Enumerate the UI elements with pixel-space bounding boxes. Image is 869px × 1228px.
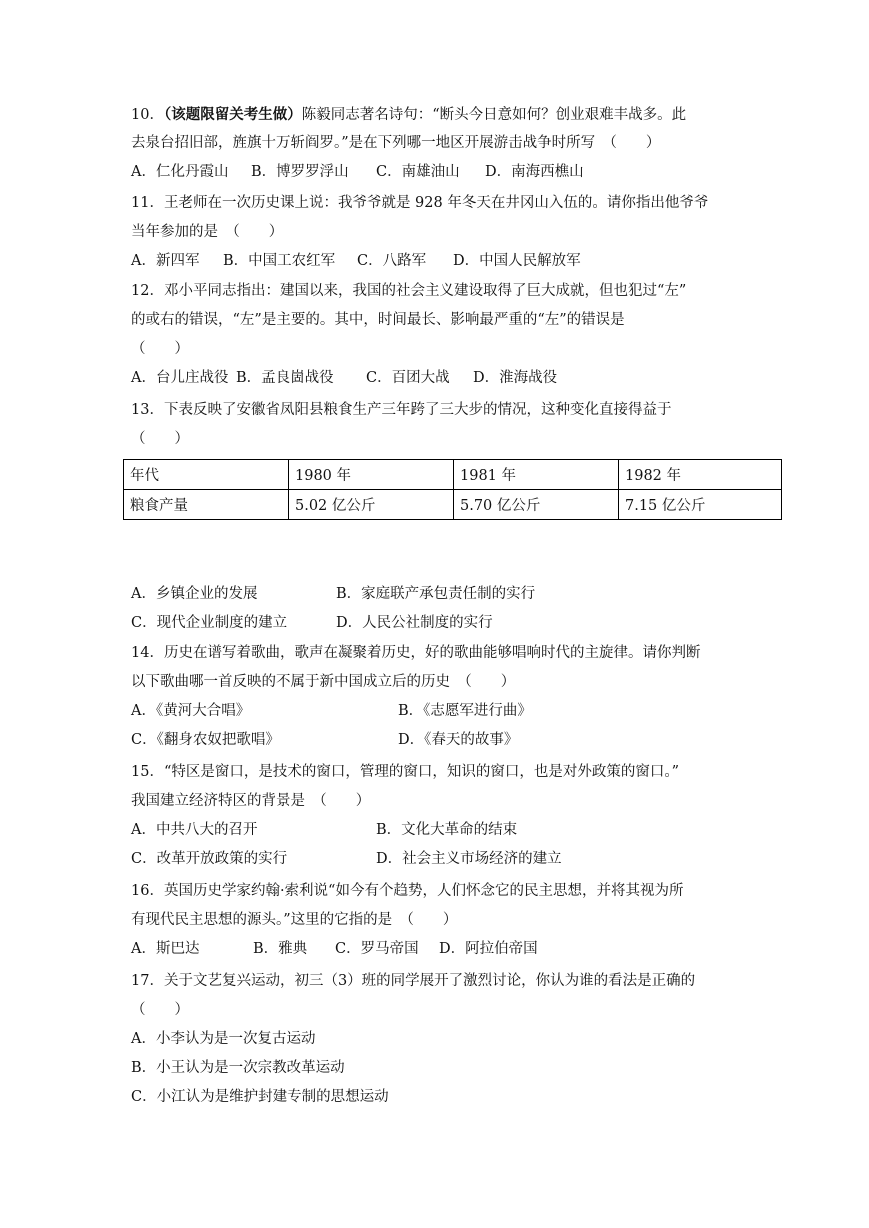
question-12-line-3: （ ） xyxy=(131,341,189,357)
option-b: B．雅典 xyxy=(253,941,308,957)
option-d: D．南海西樵山 xyxy=(485,164,584,180)
option-b: B．博罗罗浮山 xyxy=(251,164,349,180)
question-13-options xyxy=(131,580,741,638)
option-b: B．家庭联产承包责任制的实行 xyxy=(336,586,536,602)
question-14-line-1: 14．历史在谱写着歌曲，歌声在凝聚着历史，好的歌曲能够唱响时代的主旋律。请你判断 xyxy=(131,645,701,661)
question-14-line-2: 以下歌曲哪一首反映的不属于新中国成立后的历史 （ ） xyxy=(131,674,516,690)
option-d: D．淮海战役 xyxy=(473,370,558,386)
question-17-line-1: 17．关于文艺复兴运动，初三（3）班的同学展开了激烈讨论，你认为谁的看法是正确的 xyxy=(131,973,696,989)
question-13-options-row-2 xyxy=(131,609,741,638)
option-a: A．新四军 xyxy=(131,253,200,269)
option-a: A．小李认为是一次复古运动 xyxy=(131,1031,316,1047)
question-16 xyxy=(131,877,741,964)
question-10-line-2: 去泉台招旧部，旌旗十万斩阎罗。”是在下列哪一地区开展游击战争时所写 （ ） xyxy=(131,135,661,151)
table-cell: 7.15 亿公斤 xyxy=(619,490,782,520)
option-d: D．阿拉伯帝国 xyxy=(439,941,538,957)
question-17 xyxy=(131,967,741,1112)
question-13 xyxy=(131,396,741,454)
question-restriction-note: （该题限留关考生做） xyxy=(163,106,302,123)
table-header-row xyxy=(124,460,782,490)
option-c: C．《翻身农奴把歌唱》 xyxy=(131,732,280,748)
question-15-options-row-2 xyxy=(131,845,741,874)
question-11 xyxy=(131,189,741,276)
option-c: C．改革开放政策的实行 xyxy=(131,851,288,867)
table-cell: 1981 年 xyxy=(454,460,619,490)
question-14 xyxy=(131,639,741,755)
question-11-line-1: 11．王老师在一次历史课上说：我爷爷就是 928 年冬天在井冈山入伍的。请你指出他爷爷 xyxy=(131,195,709,211)
question-13-line-1: 13．下表反映了安徽省凤阳县粮食生产三年跨了三大步的情况，这种变化直接得益于 xyxy=(131,402,672,418)
question-12-options xyxy=(131,364,741,393)
question-14-options-row-1 xyxy=(131,697,741,726)
question-10 xyxy=(131,100,741,187)
question-15 xyxy=(131,758,741,874)
question-10-options xyxy=(131,158,741,187)
question-16-line-2: 有现代民主思想的源头。”这里的它指的是 （ ） xyxy=(131,912,458,928)
table-cell: 年代 xyxy=(124,460,289,490)
option-c: C．罗马帝国 xyxy=(335,941,419,957)
option-b: B．《志愿军进行曲》 xyxy=(398,703,532,719)
option-d: D．《春天的故事》 xyxy=(398,732,519,748)
option-a: A．斯巴达 xyxy=(131,941,200,957)
option-a: A．乡镇企业的发展 xyxy=(131,586,258,602)
question-16-line-1: 16．英国历史学家约翰·索利说“如今有个趋势，人们怀念它的民主思想，并将其视为所 xyxy=(131,883,684,899)
question-11-line-2: 当年参加的是 （ ） xyxy=(131,224,284,240)
option-c: C．现代企业制度的建立 xyxy=(131,615,288,631)
option-b: B．小王认为是一次宗教改革运动 xyxy=(131,1060,345,1076)
table-cell: 粮食产量 xyxy=(124,490,289,520)
question-16-options xyxy=(131,935,741,964)
option-a: A．《黄河大合唱》 xyxy=(131,703,251,719)
option-d: D．中国人民解放军 xyxy=(453,253,581,269)
question-15-options-row-1 xyxy=(131,816,741,845)
option-a: A．仁化丹霞山 xyxy=(131,164,229,180)
option-c: C．南雄油山 xyxy=(376,164,460,180)
question-12-line-2: 的或右的错误，“左”是主要的。其中，时间最长、影响最严重的“左”的错误是 xyxy=(131,312,625,328)
option-a: A．中共八大的召开 xyxy=(131,822,258,838)
option-d: D．社会主义市场经济的建立 xyxy=(376,851,562,867)
question-10-line-1 xyxy=(131,100,741,129)
question-13-line-2: （ ） xyxy=(131,431,189,447)
option-c: C．小江认为是维护封建专制的思想运动 xyxy=(131,1089,389,1105)
question-15-line-1: 15．“特区是窗口，是技术的窗口，管理的窗口，知识的窗口，也是对外政策的窗口。” xyxy=(131,764,680,780)
table-cell: 5.02 亿公斤 xyxy=(289,490,454,520)
option-b: B．中国工农红军 xyxy=(223,253,336,269)
option-c: C．百团大战 xyxy=(366,370,450,386)
table-row xyxy=(124,490,782,520)
table-cell: 1982 年 xyxy=(619,460,782,490)
question-11-options xyxy=(131,247,741,276)
question-12-line-1: 12．邓小平同志指出：建国以来，我国的社会主义建设取得了巨大成就，但也犯过“左” xyxy=(131,283,687,299)
question-number: 10． xyxy=(131,107,164,123)
option-a: A．台儿庄战役 xyxy=(131,370,229,386)
grain-yield-table xyxy=(123,459,782,520)
option-d: D．人民公社制度的实行 xyxy=(336,615,493,631)
option-c: C．八路军 xyxy=(357,253,427,269)
question-17-line-2: （ ） xyxy=(131,1002,189,1018)
question-text: 陈毅同志著名诗句：“断头今日意如何？创业艰难丰战多。此 xyxy=(301,107,687,123)
table-cell: 5.70 亿公斤 xyxy=(454,490,619,520)
table-cell: 1980 年 xyxy=(289,460,454,490)
option-b: B．文化大革命的结束 xyxy=(376,822,518,838)
question-13-options-row-1 xyxy=(131,580,741,609)
question-14-options-row-2 xyxy=(131,726,741,755)
question-15-line-2: 我国建立经济特区的背景是 （ ） xyxy=(131,793,371,809)
option-b: B．孟良崮战役 xyxy=(236,370,334,386)
question-12 xyxy=(131,277,741,393)
